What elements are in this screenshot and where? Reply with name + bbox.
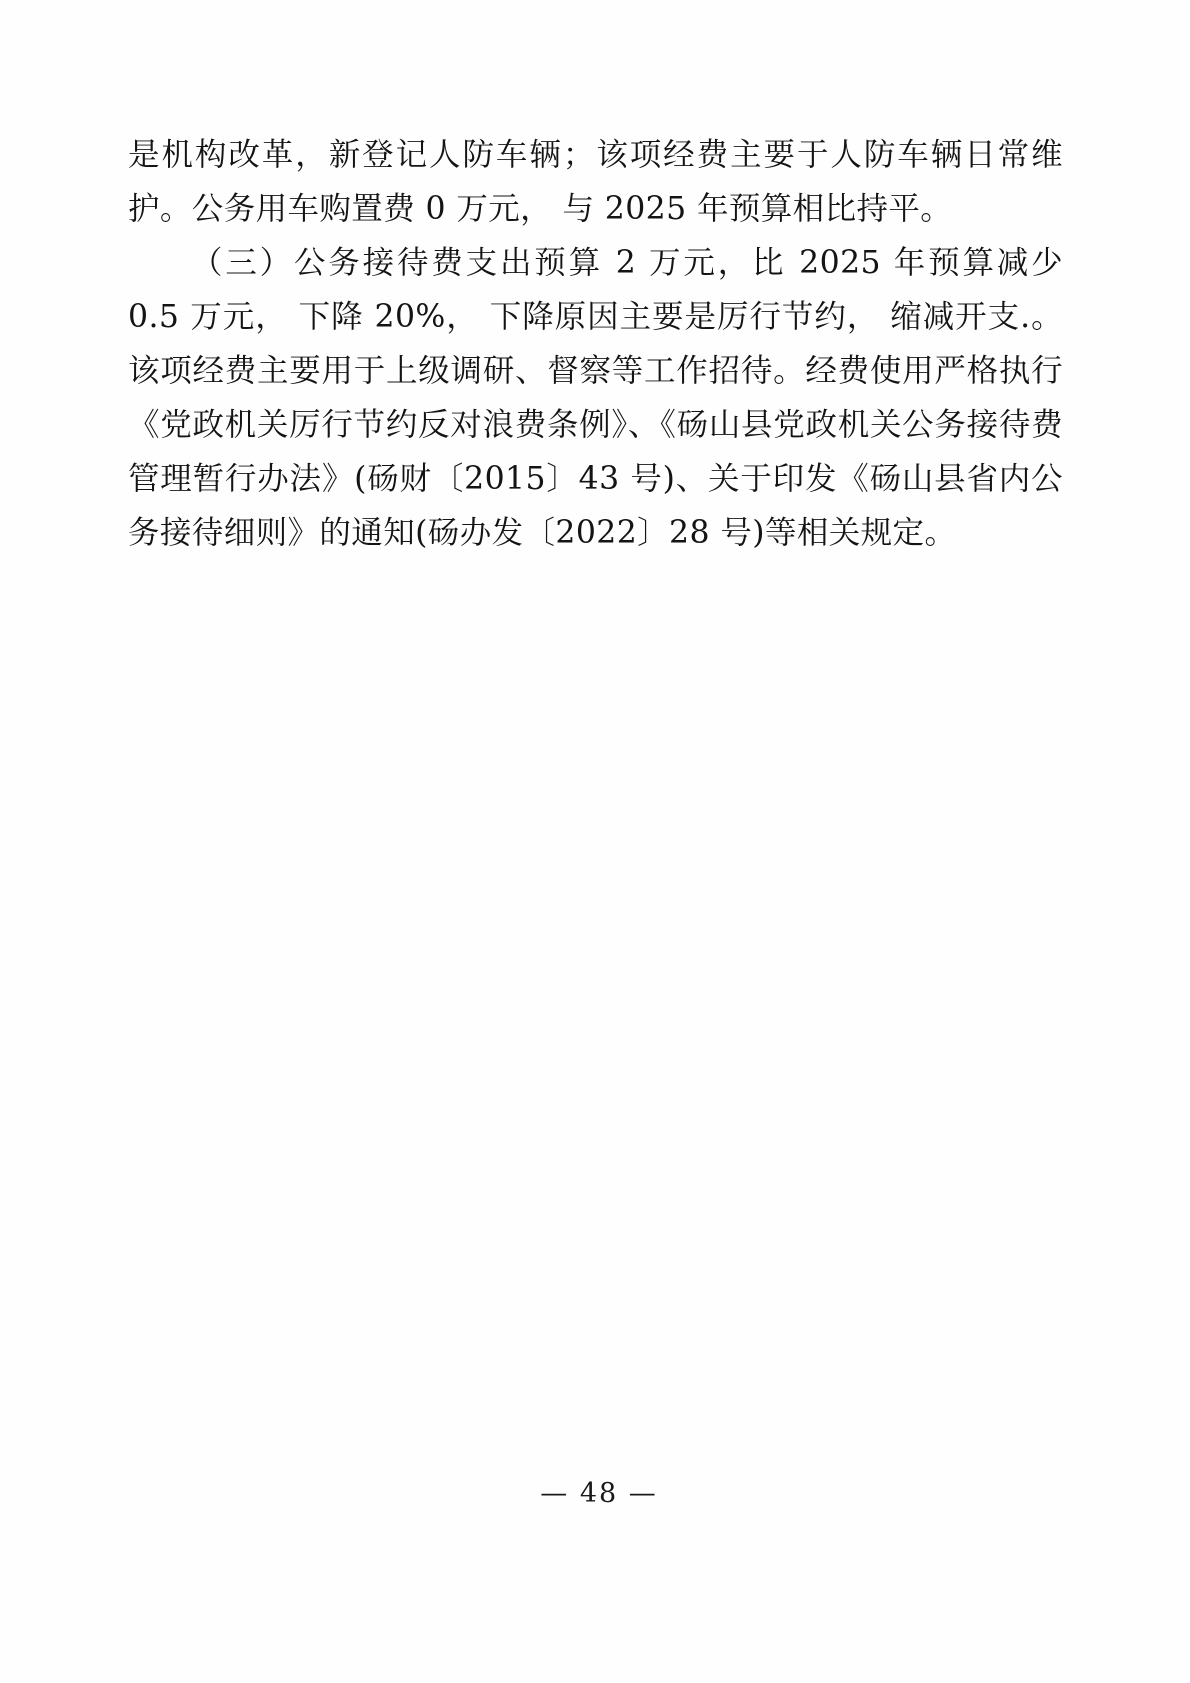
paragraph-section-three: （三）公务接待费支出预算 2 万元，比 2025 年预算减少 0.5 万元， 下降 20%， 下降原因主要是厉行节约， 缩减开支.。该项经费主要用于上级调研、督察等工作招待。经费使用严格执行《党政机关厉行节约反对浪费条例》、《砀山县党政机关公务接待费管理暂行办法》(砀财〔2015〕43 号)、关于印发《砀山县省内公务接待细则》的通知(砀办发〔2022〕28 号)等相关规定。 (128, 245, 1063, 551)
document-body (128, 128, 1063, 560)
page-footer (0, 1478, 1190, 1509)
paragraph-continued: 是机构改革，新登记人防车辆；该项经费主要于人防车辆日常维护。公务用车购置费 0 万元， 与 2025 年预算相比持平。 (128, 137, 1063, 227)
page-number: — 48 — (540, 1478, 658, 1509)
